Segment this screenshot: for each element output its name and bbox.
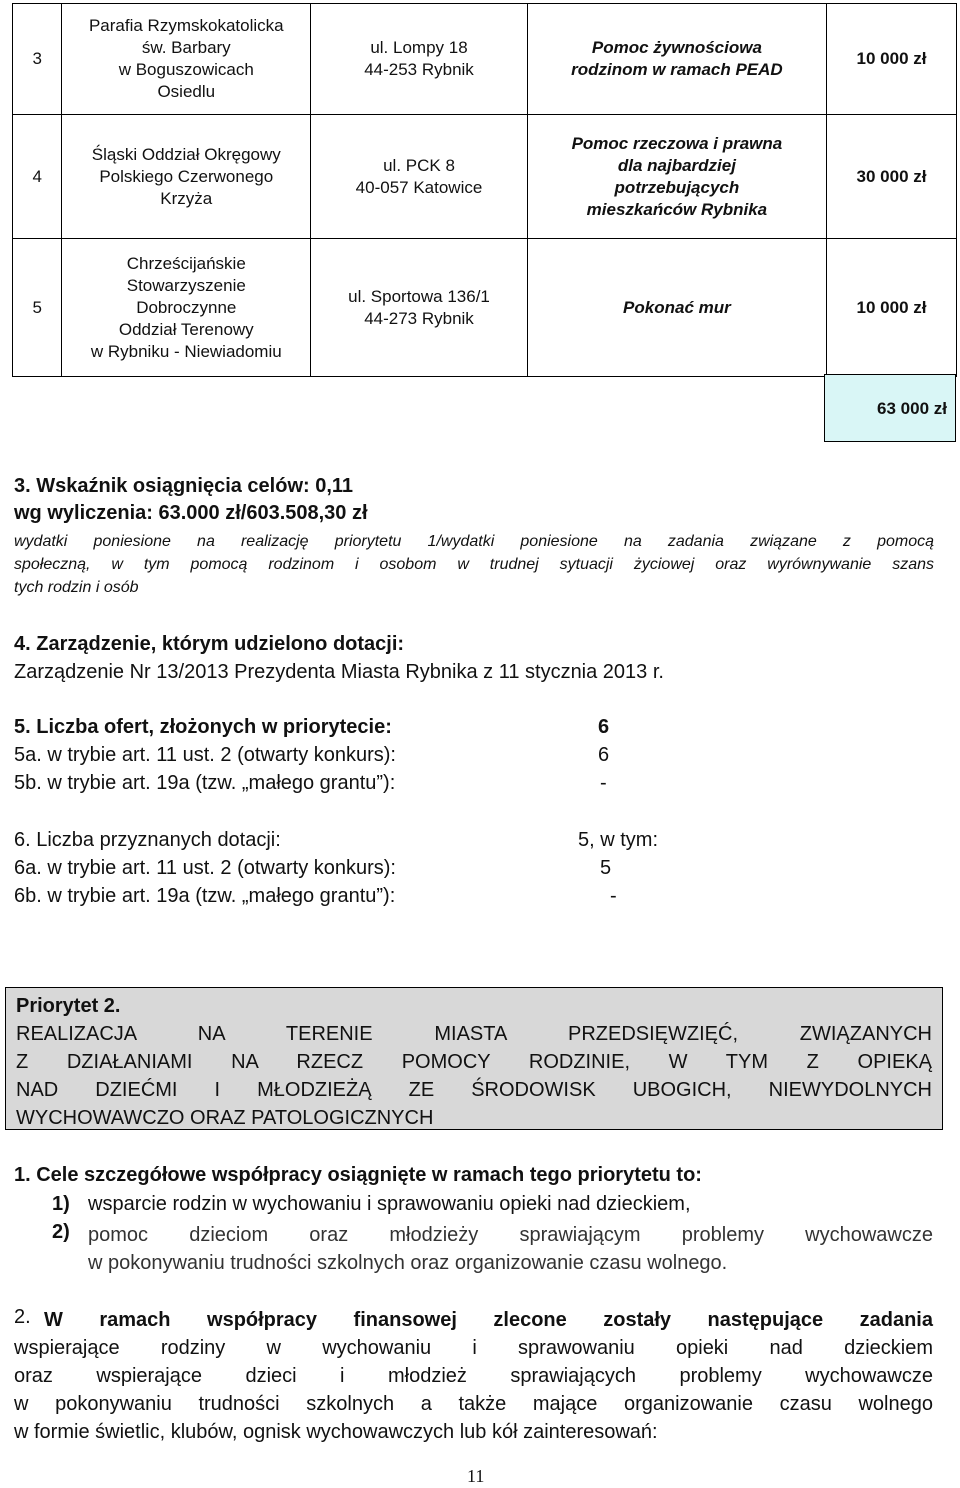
section4-text: Zarządzenie Nr 13/2013 Prezydenta Miasta Rybnika z 11 stycznia 2013 r. [14,661,664,683]
table-row [13,239,957,377]
row-number: 5 [13,239,62,377]
task-cell: Pokonać mur [527,239,826,377]
organization-cell: Parafia Rzymskokatolicka św. Barbary w Boguszowicach Osiedlu [62,4,311,115]
row-number: 3 [13,4,62,115]
organization-cell: Śląski Oddział Okręgowy Polskiego Czerwonego Krzyża [62,115,311,239]
section6b-value: - [610,885,617,907]
tasks-paragraph-cont: wspierające rodziny w wychowaniu i sprawowaniu opieki nad dzieckiem oraz wspierające dzieci i młodzież sprawiających problemy wychowawcze w pokonywaniu trudności szkolnych a także mające organizowanie czasu wolnego w formie świetlic, klubów, ognisk wychowawczych lub kół zainteresowań: [14,1337,933,1443]
priority-line: WYCHOWAWCZO ORAZ PATOLOGICZNYCH [16,1107,434,1129]
priority-box [5,987,943,1130]
section4-heading: 4. Zarządzenie, którym udzielono dotacji: [14,633,405,655]
section5a-label: 5a. w trybie art. 11 ust. 2 (otwarty konkurs): [14,744,396,766]
section5a-value: 6 [598,744,610,766]
address-cell: ul. PCK 8 40-057 Katowice [311,115,528,239]
address-cell: ul. Lompy 18 44-253 Rybnik [311,4,528,115]
grants-table [12,3,957,377]
page-number: 11 [467,1466,485,1486]
priority-line: Z DZIAŁANIAMI NA RZECZ POMOCY RODZINIE, W TYM Z OPIEKĄ [16,1051,932,1073]
tasks-number: 2. [14,1306,31,1328]
goals-item1: wsparcie rodzin w wychowaniu i sprawowaniu opieki nad dzieckiem, [88,1193,691,1215]
section5-heading: 5. Liczba ofert, złożonych w priorytecie: [14,716,392,738]
total-amount: 63 000 zł [824,374,956,442]
section6-heading-value: 5, w tym: [578,829,659,851]
priority-line: NAD DZIEĆMI I MŁODZIEŻĄ ZE ŚRODOWISK UBOGICH, NIEWYDOLNYCH [16,1079,932,1101]
section5b-value: - [600,772,607,794]
section6a-value: 5 [600,857,612,879]
amount-cell: 10 000 zł [827,4,957,115]
goals-item2: pomoc dzieciom oraz młodzieży sprawiającym problemy wychowawcze w pokonywaniu trudności szkolnych oraz organizowanie czasu wolnego. [88,1224,933,1274]
goals-item2-number: 2) [52,1221,70,1243]
goals-heading: 1. Cele szczegółowe współpracy osiągnięte w ramach tego priorytetu to: [14,1164,702,1186]
section3-calculation: wg wyliczenia: 63.000 zł/603.508,30 zł [14,502,368,524]
amount-cell: 10 000 zł [827,239,957,377]
goals-item1-number: 1) [52,1193,70,1215]
section5b-label: 5b. w trybie art. 19a (tzw. „małego grantu”): [14,772,396,794]
table-row [13,115,957,239]
section6a-label: 6a. w trybie art. 11 ust. 2 (otwarty konkurs): [14,857,396,879]
priority-title: Priorytet 2. [16,995,121,1017]
section3-description: wydatki poniesione na realizację priorytetu 1/wydatki poniesione na zadania związane z pomocą społeczną, w tym pomocą rodzinom i osobom w trudnej sytuacji życiowej oraz wyrównywanie szans tych rodzin i osób [14,533,934,596]
task-cell: Pomoc żywnościowa rodzinom w ramach PEAD [527,4,826,115]
amount-cell: 30 000 zł [827,115,957,239]
table-row [13,4,957,115]
section6b-label: 6b. w trybie art. 19a (tzw. „małego grantu”): [14,885,396,907]
address-cell: ul. Sportowa 136/1 44-273 Rybnik [311,239,528,377]
section3-heading: 3. Wskaźnik osiągnięcia celów: 0,11 [14,475,354,497]
section5-heading-value: 6 [598,716,610,738]
section6-heading: 6. Liczba przyznanych dotacji: [14,829,281,851]
row-number: 4 [13,115,62,239]
organization-cell: Chrześcijańskie Stowarzyszenie Dobroczynne Oddział Terenowy w Rybniku - Niewiadomiu [62,239,311,377]
task-cell: Pomoc rzeczowa i prawna dla najbardziej potrzebujących mieszkańców Rybnika [527,115,826,239]
priority-line: REALIZACJA NA TERENIE MIASTA PRZEDSIĘWZIĘĆ, ZWIĄZANYCH [16,1023,932,1045]
tasks-paragraph: W ramach współpracy finansowej zlecone zostały następujące zadania [44,1309,933,1331]
